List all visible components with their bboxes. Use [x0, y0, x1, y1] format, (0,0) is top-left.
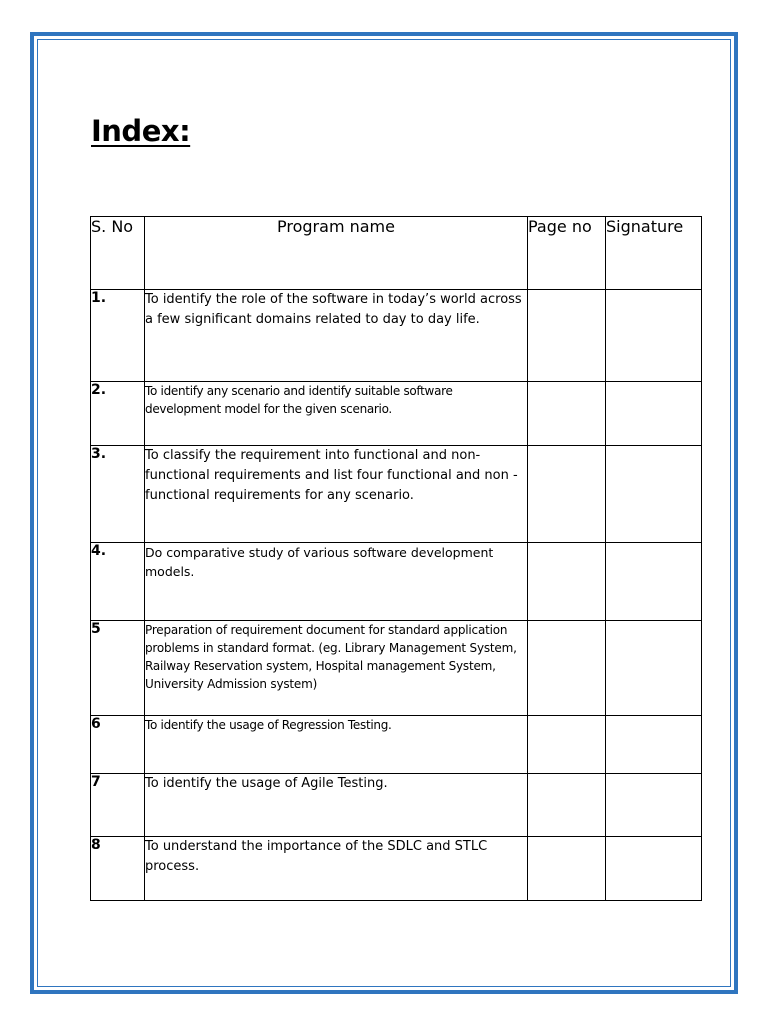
program-name: To identify the usage of Agile Testing. — [145, 774, 528, 837]
program-name: To identify the role of the software in today’s world across a few significant domains related to day to day life. — [145, 290, 528, 382]
row-number: 3. — [91, 446, 145, 543]
row-number: 2. — [91, 382, 145, 446]
page-no-cell — [528, 382, 606, 446]
row-number: 8 — [91, 837, 145, 901]
table-row — [91, 543, 702, 621]
header-signature: Signature — [606, 217, 702, 290]
table-row — [91, 446, 702, 543]
page-title: Index: — [91, 114, 191, 148]
table-row — [91, 621, 702, 716]
signature-cell — [606, 774, 702, 837]
page-no-cell — [528, 290, 606, 382]
page-no-cell — [528, 621, 606, 716]
header-page-no: Page no — [528, 217, 606, 290]
row-number: 1. — [91, 290, 145, 382]
header-row — [91, 217, 702, 290]
index-table — [90, 216, 702, 901]
signature-cell — [606, 543, 702, 621]
page-no-cell — [528, 716, 606, 774]
header-sno: S. No — [91, 217, 145, 290]
header-program-name: Program name — [145, 217, 528, 290]
program-name: To identify the usage of Regression Testing. — [145, 716, 528, 774]
signature-cell — [606, 837, 702, 901]
signature-cell — [606, 290, 702, 382]
page-no-cell — [528, 837, 606, 901]
signature-cell — [606, 716, 702, 774]
signature-cell — [606, 446, 702, 543]
table-row — [91, 290, 702, 382]
row-number: 5 — [91, 621, 145, 716]
row-number: 7 — [91, 774, 145, 837]
table-row — [91, 716, 702, 774]
page-no-cell — [528, 446, 606, 543]
page-no-cell — [528, 774, 606, 837]
signature-cell — [606, 621, 702, 716]
row-number: 6 — [91, 716, 145, 774]
program-name: To understand the importance of the SDLC and STLC process. — [145, 837, 528, 901]
program-name: Preparation of requirement document for standard application problems in standard format. (eg. Library Management System, Railway Reservation system, Hospital management System, University Admission system) — [145, 621, 528, 716]
program-name: To identify any scenario and identify suitable software development model for the given scenario. — [145, 382, 528, 446]
table-row — [91, 774, 702, 837]
program-name: To classify the requirement into functional and non-functional requirements and list four functional and non -functional requirements for any scenario. — [145, 446, 528, 543]
signature-cell — [606, 382, 702, 446]
row-number: 4. — [91, 543, 145, 621]
program-name: Do comparative study of various software development models. — [145, 543, 528, 621]
page-no-cell — [528, 543, 606, 621]
table-row — [91, 382, 702, 446]
table-row — [91, 837, 702, 901]
